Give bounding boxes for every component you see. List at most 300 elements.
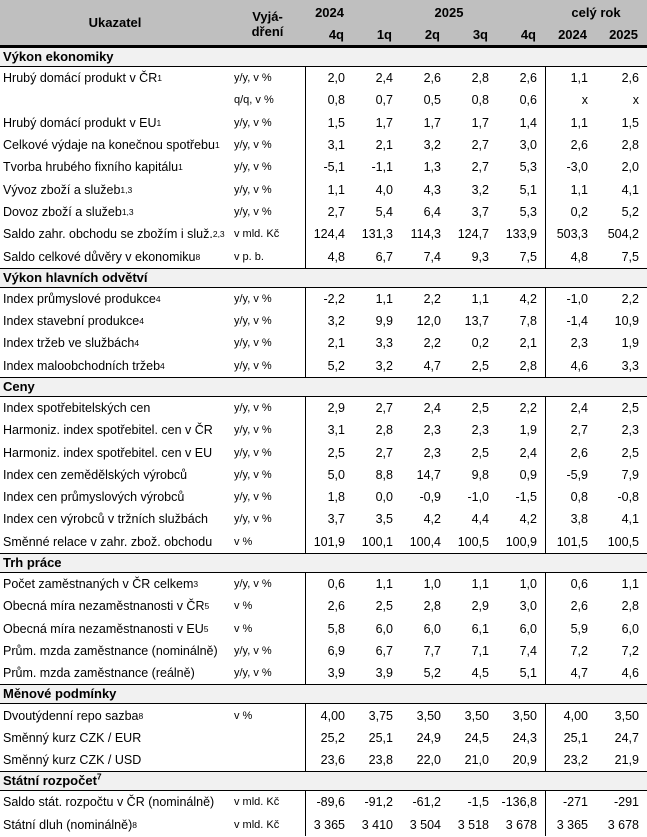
value-cell: 1,7	[423, 115, 441, 130]
value-cell: 4,8	[305, 245, 353, 267]
value-cell: 2,3	[423, 445, 441, 460]
row-unit: y/y, v %	[234, 205, 272, 218]
value-cell: -271	[545, 791, 596, 813]
header-year-2025: 2025	[434, 4, 464, 20]
row-unit: v %	[234, 535, 253, 548]
value-cell: 8,8	[375, 467, 393, 482]
value-cell: -0,9	[419, 490, 441, 505]
value-cell: x	[632, 93, 639, 108]
value-cell: 1,1	[471, 577, 489, 592]
value-cell: 25,1	[545, 727, 596, 749]
row-label: Index tržeb ve službách 4	[3, 336, 140, 351]
value-cell: 7,2	[545, 640, 596, 662]
value-cell: 6,7	[375, 249, 393, 264]
value-cell: 2,6	[545, 595, 596, 617]
value-cell: 6,0	[519, 621, 537, 636]
row-unit	[230, 727, 305, 749]
row-label: Index cen průmyslových výrobců	[3, 490, 185, 505]
value-cell: 3 678	[505, 817, 537, 832]
value-cell: -1,1	[371, 160, 393, 175]
value-cell: 2,8	[621, 138, 639, 153]
row-unit: y/y, v %	[234, 667, 272, 680]
value-cell: 21,9	[614, 753, 639, 768]
table-row	[0, 67, 647, 89]
table-row	[0, 662, 647, 684]
row-label: Index stavební produkce 4	[3, 314, 144, 329]
value-cell: 4,2	[423, 512, 441, 527]
section-header: Ceny	[0, 377, 647, 397]
row-label	[0, 89, 230, 111]
row-unit: v %	[234, 600, 253, 613]
value-cell: -0,8	[617, 490, 639, 505]
value-cell: 2,7	[375, 401, 393, 415]
row-label: Saldo celkové důvěry v ekonomiku 8	[3, 249, 201, 264]
row-label: Index průmyslové produkce 4	[3, 291, 161, 306]
row-label: Obecná míra nezaměstnanosti v EU 5	[3, 621, 209, 636]
row-unit: q/q, v %	[234, 94, 274, 107]
value-cell: 23,2	[545, 749, 596, 771]
value-cell: -61,2	[412, 795, 441, 810]
header-quarter-1q-2025: 1q	[376, 27, 392, 42]
value-cell: 1,1	[545, 178, 596, 200]
value-cell: 1,1	[545, 67, 596, 89]
value-cell: 100,1	[361, 534, 393, 549]
value-cell: 3,50	[464, 708, 489, 723]
value-cell: 24,9	[416, 730, 441, 745]
row-label: Dvoutýdenní repo sazba 8	[3, 708, 144, 723]
row-label: Obecná míra nezaměstnanosti v ČR 5	[3, 599, 210, 614]
header-expression-line1: Vyjá-	[252, 9, 283, 24]
table-row	[0, 419, 647, 441]
value-cell: -1,4	[545, 310, 596, 332]
table-row	[0, 201, 647, 223]
table-row	[0, 112, 647, 134]
table-row	[0, 791, 647, 813]
header-year-2024: 2024	[315, 4, 344, 20]
value-cell: 5,2	[621, 204, 639, 219]
value-cell: 0,2	[471, 336, 489, 351]
value-cell: 2,7	[471, 138, 489, 153]
row-label: Celkové výdaje na konečnou spotřebu 1	[3, 138, 220, 153]
row-unit: y/y, v %	[234, 446, 272, 459]
value-cell: 3,1	[305, 134, 353, 156]
value-cell: 1,1	[305, 178, 353, 200]
value-cell: 1,0	[519, 577, 537, 592]
value-cell: 3,50	[512, 708, 537, 723]
value-cell: 101,9	[305, 531, 353, 553]
row-unit: y/y, v %	[234, 183, 272, 196]
value-cell: -91,2	[364, 795, 393, 810]
value-cell: 131,3	[361, 227, 393, 242]
value-cell: 3,9	[305, 662, 353, 684]
value-cell: 2,7	[305, 201, 353, 223]
value-cell: 124,7	[457, 227, 489, 242]
value-cell: 3,0	[519, 138, 537, 153]
value-cell: 3 365	[545, 814, 596, 836]
table-row	[0, 332, 647, 354]
value-cell: 2,7	[545, 419, 596, 441]
value-cell: 5,1	[519, 182, 537, 197]
value-cell: 3,5	[375, 512, 393, 527]
value-cell: 5,3	[519, 204, 537, 219]
value-cell: 2,5	[621, 445, 639, 460]
value-cell: 2,6	[545, 134, 596, 156]
value-cell: 3,9	[375, 666, 393, 681]
value-cell: 503,3	[545, 223, 596, 245]
row-label: Směnný kurz CZK / EUR	[3, 730, 142, 745]
row-unit: y/y, v %	[234, 402, 272, 414]
section-header: Trh práce	[0, 553, 647, 573]
value-cell: 7,7	[423, 643, 441, 658]
row-label: Prům. mzda zaměstnance (nominálně)	[3, 643, 218, 658]
value-cell: 1,7	[471, 115, 489, 130]
row-unit: y/y, v %	[234, 513, 272, 526]
table-row	[0, 441, 647, 463]
row-unit: y/y, v %	[234, 359, 272, 372]
value-cell: 7,9	[621, 467, 639, 482]
value-cell: 9,8	[471, 467, 489, 482]
value-cell: 4,7	[545, 662, 596, 684]
section-header: Výkon hlavních odvětví	[0, 268, 647, 288]
value-cell: 3,2	[305, 310, 353, 332]
value-cell: 1,1	[375, 291, 393, 306]
row-label: Index cen zemědělských výrobců	[3, 467, 188, 482]
value-cell: 20,9	[512, 753, 537, 768]
value-cell: 2,5	[305, 441, 353, 463]
table-row	[0, 223, 647, 245]
value-cell: 7,5	[621, 249, 639, 264]
value-cell: 10,9	[614, 314, 639, 329]
value-cell: 4,00	[545, 704, 596, 726]
value-cell: 2,8	[519, 358, 537, 373]
value-cell: 4,5	[471, 666, 489, 681]
row-label: Harmoniz. index spotřebitel. cen v EU	[3, 445, 213, 460]
value-cell: 12,0	[416, 314, 441, 329]
value-cell: 1,1	[545, 112, 596, 134]
value-cell: 3 365	[305, 814, 353, 836]
row-label: Směnné relace v zahr. zbož. obchodu	[3, 534, 213, 549]
value-cell: 2,7	[375, 445, 393, 460]
value-cell: 2,6	[621, 71, 639, 86]
value-cell: 2,8	[375, 423, 393, 438]
table-row	[0, 618, 647, 640]
row-unit: y/y, v %	[234, 72, 272, 85]
value-cell: 101,5	[545, 531, 596, 553]
section-header: Státní rozpočet$^7$	[0, 771, 647, 791]
value-cell: 25,2	[305, 727, 353, 749]
value-cell: 3 504	[409, 817, 441, 832]
value-cell: 24,7	[614, 730, 639, 745]
value-cell: 9,3	[471, 249, 489, 264]
value-cell: 5,1	[519, 666, 537, 681]
value-cell: 2,6	[305, 595, 353, 617]
value-cell: 0,6	[305, 573, 353, 595]
row-label: Index cen výrobců v tržních službách	[3, 512, 208, 527]
value-cell: 3,50	[614, 708, 639, 723]
header-quarter-3q-2025: 3q	[472, 27, 488, 42]
value-cell: -1,5	[515, 490, 537, 505]
value-cell: 4,2	[519, 291, 537, 306]
value-cell: 0,8	[471, 93, 489, 108]
value-cell: 2,8	[423, 599, 441, 614]
table-row	[0, 245, 647, 267]
row-label: Počet zaměstnaných v ČR celkem 3	[3, 577, 199, 592]
header-full-year: celý rok	[571, 4, 621, 20]
value-cell: 2,2	[423, 336, 441, 351]
row-unit: v mld. Kč	[234, 796, 280, 809]
value-cell: 100,4	[409, 534, 441, 549]
value-cell: 2,3	[423, 423, 441, 438]
row-unit: v mld. Kč	[234, 228, 280, 241]
value-cell: x	[545, 89, 596, 111]
row-unit: v %	[234, 622, 253, 635]
value-cell: 2,2	[423, 291, 441, 306]
value-cell: 3,1	[305, 419, 353, 441]
header-quarter-4q-2025: 4q	[520, 27, 536, 42]
row-unit: y/y, v %	[234, 139, 272, 152]
table-header	[0, 0, 647, 47]
value-cell: 504,2	[607, 227, 639, 242]
value-cell: -5,9	[545, 464, 596, 486]
value-cell: 3 678	[607, 817, 639, 832]
value-cell: 1,7	[375, 115, 393, 130]
section-header: Výkon ekonomiky	[0, 47, 647, 67]
value-cell: 1,0	[423, 577, 441, 592]
row-label: Index spotřebitelských cen	[3, 401, 151, 415]
value-cell: 5,4	[375, 204, 393, 219]
value-cell: 0,8	[305, 89, 353, 111]
row-unit: y/y, v %	[234, 424, 272, 437]
row-label: Harmoniz. index spotřebitel. cen v ČR	[3, 423, 213, 438]
value-cell: 100,9	[505, 534, 537, 549]
value-cell: 5,9	[545, 618, 596, 640]
table-row	[0, 134, 647, 156]
value-cell: 2,5	[471, 358, 489, 373]
value-cell: 2,0	[305, 67, 353, 89]
table-row	[0, 486, 647, 508]
value-cell: 2,4	[519, 445, 537, 460]
table-row	[0, 397, 647, 419]
value-cell: 3,3	[375, 336, 393, 351]
row-unit	[230, 749, 305, 771]
table-row	[0, 531, 647, 553]
value-cell: 100,5	[457, 534, 489, 549]
row-unit: v p. b.	[234, 250, 264, 263]
table-row	[0, 727, 647, 749]
value-cell: 6,9	[305, 640, 353, 662]
value-cell: 7,4	[423, 249, 441, 264]
value-cell: 2,5	[471, 401, 489, 415]
value-cell: 0,0	[375, 490, 393, 505]
value-cell: -136,8	[501, 795, 537, 810]
value-cell: 0,9	[519, 467, 537, 482]
value-cell: 21,0	[464, 753, 489, 768]
value-cell: 3,7	[305, 508, 353, 530]
value-cell: 1,3	[423, 160, 441, 175]
value-cell: 2,1	[375, 138, 393, 153]
value-cell: 2,8	[471, 71, 489, 86]
value-cell: 1,4	[519, 115, 537, 130]
value-cell: 2,9	[305, 397, 353, 419]
value-cell: 6,1	[471, 621, 489, 636]
value-cell: 4,4	[471, 512, 489, 527]
value-cell: 0,8	[545, 486, 596, 508]
table-row	[0, 156, 647, 178]
header-full-year-2024: 2024	[558, 27, 587, 42]
value-cell: 4,1	[621, 512, 639, 527]
row-label: Směnný kurz CZK / USD	[3, 753, 142, 768]
value-cell: 0,6	[545, 573, 596, 595]
section-header: Měnové podmínky	[0, 684, 647, 704]
row-unit: y/y, v %	[234, 578, 272, 591]
value-cell: 114,3	[410, 227, 441, 242]
table-row	[0, 573, 647, 595]
value-cell: 3,2	[471, 182, 489, 197]
value-cell: 4,7	[423, 358, 441, 373]
value-cell: 3,3	[621, 358, 639, 373]
value-cell: 4,2	[519, 512, 537, 527]
value-cell: 2,2	[621, 291, 639, 306]
value-cell: 4,1	[621, 182, 639, 197]
row-label: Vývoz zboží a služeb 1,3	[3, 182, 133, 197]
value-cell: 7,4	[519, 643, 537, 658]
value-cell: 1,5	[305, 112, 353, 134]
value-cell: 0,7	[375, 93, 393, 108]
value-cell: 124,4	[305, 223, 353, 245]
value-cell: 7,5	[519, 249, 537, 264]
table-row	[0, 310, 647, 332]
value-cell: 6,7	[375, 643, 393, 658]
value-cell: 2,4	[423, 401, 441, 415]
value-cell: 1,5	[621, 115, 639, 130]
header-quarter-2q-2025: 2q	[424, 27, 440, 42]
table-row	[0, 355, 647, 377]
row-unit: v %	[234, 709, 253, 722]
value-cell: 6,0	[375, 621, 393, 636]
value-cell: 2,5	[471, 445, 489, 460]
header-expression-line2: dření	[251, 24, 284, 39]
value-cell: 6,0	[423, 621, 441, 636]
value-cell: 5,3	[519, 160, 537, 175]
value-cell: 7,8	[519, 314, 537, 329]
value-cell: 9,9	[375, 314, 393, 329]
table-body	[0, 47, 647, 836]
value-cell: 1,9	[519, 423, 537, 438]
table-row	[0, 89, 647, 111]
header-indicator: Ukazatel	[88, 15, 142, 30]
row-unit: y/y, v %	[234, 644, 272, 657]
row-label: Prům. mzda zaměstnance (reálně)	[3, 666, 195, 681]
table-row	[0, 595, 647, 617]
value-cell: 1,1	[375, 577, 393, 592]
row-label: Saldo stát. rozpočtu v ČR (nominálně)	[3, 795, 215, 810]
value-cell: 2,6	[545, 441, 596, 463]
value-cell: 133,9	[505, 227, 537, 242]
value-cell: 2,3	[621, 423, 639, 438]
value-cell: 25,1	[368, 730, 393, 745]
value-cell: 4,8	[545, 245, 596, 267]
row-label: Tvorba hrubého fixního kapitálu 1	[3, 160, 183, 175]
value-cell: 2,1	[519, 336, 537, 351]
value-cell: 6,4	[423, 204, 441, 219]
value-cell: 23,6	[305, 749, 353, 771]
value-cell: 3,0	[519, 599, 537, 614]
value-cell: -1,0	[545, 288, 596, 310]
table-row	[0, 464, 647, 486]
value-cell: 1,9	[621, 336, 639, 351]
value-cell: 4,0	[375, 182, 393, 197]
value-cell: 22,0	[416, 753, 441, 768]
value-cell: 1,1	[471, 291, 489, 306]
value-cell: 0,6	[519, 93, 537, 108]
table-row	[0, 749, 647, 771]
value-cell: 23,8	[368, 753, 393, 768]
value-cell: 2,5	[621, 401, 639, 415]
value-cell: 3,2	[375, 358, 393, 373]
value-cell: 0,5	[423, 93, 441, 108]
value-cell: 14,7	[416, 467, 441, 482]
value-cell: 2,3	[545, 332, 596, 354]
row-unit: y/y, v %	[234, 337, 272, 350]
value-cell: 3,2	[423, 138, 441, 153]
row-label: Státní dluh (nominálně) 8	[3, 817, 137, 832]
value-cell: -1,0	[467, 490, 489, 505]
row-label: Index maloobchodních tržeb 4	[3, 358, 165, 373]
value-cell: 2,7	[471, 160, 489, 175]
value-cell: 0,2	[545, 201, 596, 223]
value-cell: 24,3	[512, 730, 537, 745]
row-unit: y/y, v %	[234, 161, 272, 174]
value-cell: 2,9	[471, 599, 489, 614]
value-cell: 4,6	[621, 666, 639, 681]
value-cell: 2,5	[375, 599, 393, 614]
value-cell: -2,2	[305, 288, 353, 310]
value-cell: 5,2	[305, 355, 353, 377]
value-cell: 13,7	[464, 314, 489, 329]
value-cell: 5,2	[423, 666, 441, 681]
value-cell: 3,8	[545, 508, 596, 530]
value-cell: 1,1	[621, 577, 639, 592]
table-row	[0, 814, 647, 836]
table-row	[0, 288, 647, 310]
value-cell: 4,6	[545, 355, 596, 377]
value-cell: 2,6	[423, 71, 441, 86]
row-label: Saldo zahr. obchodu se zbožím i služ. 2,3	[3, 227, 225, 242]
row-label: Hrubý domácí produkt v EU 1	[3, 115, 162, 130]
value-cell: 3 518	[457, 817, 489, 832]
row-unit: v mld. Kč	[234, 818, 280, 831]
header-full-year-2025: 2025	[609, 27, 638, 42]
value-cell: 1,8	[305, 486, 353, 508]
value-cell: -291	[613, 795, 639, 810]
value-cell: 3,75	[368, 708, 393, 723]
value-cell: 4,00	[305, 704, 353, 726]
row-unit: y/y, v %	[234, 116, 272, 129]
row-unit: y/y, v %	[234, 491, 272, 504]
value-cell: 2,1	[305, 332, 353, 354]
row-unit: y/y, v %	[234, 468, 272, 481]
table-row	[0, 640, 647, 662]
value-cell: 2,3	[471, 423, 489, 438]
value-cell: 3,7	[471, 204, 489, 219]
value-cell: -5,1	[305, 156, 353, 178]
value-cell: -3,0	[545, 156, 596, 178]
value-cell: 2,0	[621, 160, 639, 175]
table-row	[0, 178, 647, 200]
value-cell: 4,3	[423, 182, 441, 197]
value-cell: 2,4	[375, 71, 393, 86]
table-row	[0, 704, 647, 726]
